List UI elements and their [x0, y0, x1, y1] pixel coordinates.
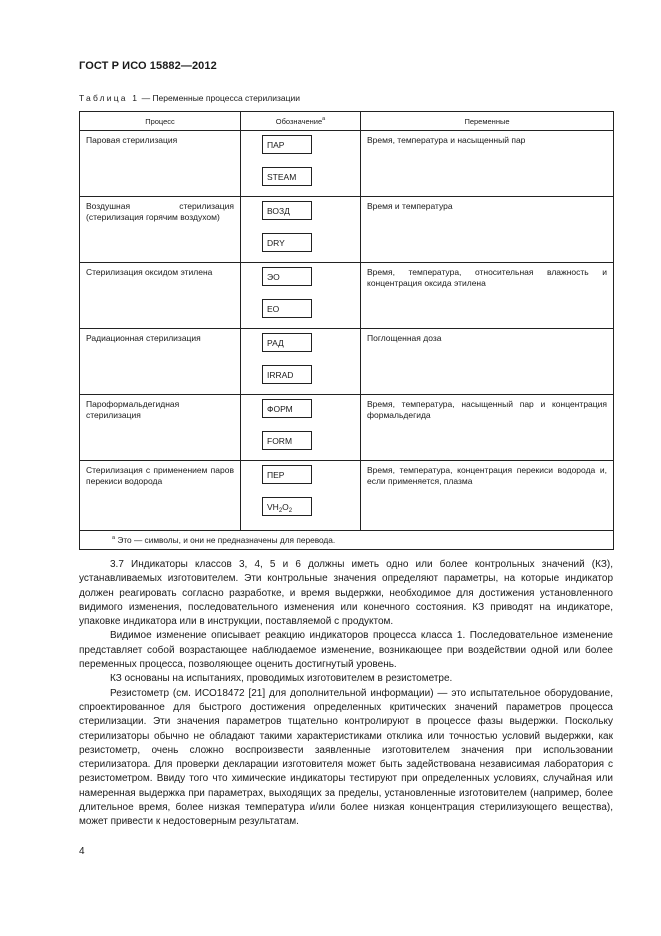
process-cell: Стерилизация оксидом этилена: [80, 263, 241, 329]
formula-part: O: [282, 502, 289, 512]
table-footnote: [80, 531, 614, 550]
variables-cell: Время и температура: [361, 197, 614, 263]
paragraph: Видимое изменение описывает реакцию индикаторов процесса класса 1. Последовательное изменение представляет собой возрастающее наблюдаемое изменение, возникающее при воздействии одной или более переменных процесса, позволяющее оценить достигнутый уровень.: [79, 630, 613, 671]
variables-cell: Время, температура, концентрация перекиси водорода и, если применяется, плазма: [361, 461, 614, 531]
symbol-box-en: FORM: [262, 431, 312, 450]
variables-cell: Время, температура и насыщенный пар: [361, 131, 614, 197]
table-header-row: [80, 112, 614, 131]
paragraph: Резистометр (см. ИСО18472 [21] для дополнительной информации) — это испытательное оборудование, спроектированное для быстрого достижения определенных критических значений параметров процесса стерилизации. Эти значения параметров тщательно контролируют в процессе фазы выдержки. Поскольку стерилизаторы обычно не обладают такими характеристиками отклика или точностью условий выдержки, как резистометр, очень сложно воспроизвести заявленные изготовителем значения при использовании стерилизатора. Для проверки декларации изготовителя может быть задействована независимая лаборатория с резистометром. Ввиду того что химические индикаторы тестируют при определенных условиях, случайная или намеренная выдержка при параметрах, выходящих за пределы, установленные изготовителем (например, более длительное время, более низкая температура и/или более низкая концентрация стерилизующего вещества), может привести к недостоверным результатам.: [79, 687, 613, 828]
process-cell: Радиационная стерилизация: [80, 329, 241, 395]
formula-subscript: 2: [288, 508, 293, 514]
symbol-box-ru: ЭО: [262, 267, 312, 286]
column-header-symbol-text: Обозначение: [275, 116, 323, 126]
process-cell: Воздушная стерилизация (стерилизация горячим воздухом): [80, 197, 241, 263]
column-header-process: Процесс: [80, 112, 241, 131]
symbol-box-en: [262, 497, 312, 516]
formula-subscript: 2: [278, 508, 283, 514]
variables-cell: Поглощенная доза: [361, 329, 614, 395]
table-row: [80, 197, 614, 263]
symbol-cell: [241, 461, 361, 531]
symbol-box-ru: РАД: [262, 333, 312, 352]
symbol-cell: [241, 329, 361, 395]
formula-part: VH: [267, 502, 279, 512]
symbol-box-ru: ПАР: [262, 135, 312, 154]
table-footnote-row: [80, 531, 614, 550]
table-caption-label: Таблица 1: [79, 93, 140, 103]
table-caption: [79, 93, 300, 103]
table-caption-text: — Переменные процесса стерилизации: [139, 93, 300, 103]
process-cell: Пароформальдегидная стерилизация: [80, 395, 241, 461]
symbol-box-en: EO: [262, 299, 312, 318]
footnote-mark: a: [112, 534, 116, 541]
paragraph: КЗ основаны на испытаниях, проводимых изготовителем в резистометре.: [110, 673, 453, 685]
process-cell: Паровая стерилизация: [80, 131, 241, 197]
symbol-cell: [241, 131, 361, 197]
variables-cell: Время, температура, насыщенный пар и концентрация формальдегида: [361, 395, 614, 461]
symbol-cell: [241, 395, 361, 461]
footnote-mark: a: [322, 115, 326, 122]
process-cell: Стерилизация с применением паров перекиси водорода: [80, 461, 241, 531]
sterilization-variables-table: [79, 111, 614, 550]
symbol-box-en: STEAM: [262, 167, 312, 186]
page-number: 4: [79, 846, 85, 857]
symbol-box-en: DRY: [262, 233, 312, 252]
paragraph: 3.7 Индикаторы классов 3, 4, 5 и 6 должны иметь одно или более контрольных значений (КЗ), устанавливаемых изготовителем. Эти контрольные значения определяют параметры, на которые индикатор должен реагировать согласно разработке, и время выдержки, необходимое для достижения установленного видимого изменения, последовательного изменения или конечного состояния. КЗ приводят на индикаторе, упаковке индикатора или в инструкции, поставляемой с продуктом.: [79, 559, 613, 628]
table-row: [80, 131, 614, 197]
table-row: [80, 263, 614, 329]
symbol-box-en: IRRAD: [262, 365, 312, 384]
symbol-box-ru: ВОЗД: [262, 201, 312, 220]
document-code: ГОСТ Р ИСО 15882—2012: [79, 60, 217, 72]
variables-cell: Время, температура, относительная влажность и концентрация оксида этилена: [361, 263, 614, 329]
symbol-cell: [241, 263, 361, 329]
column-header-variables: Переменные: [361, 112, 614, 131]
symbol-box-ru: ПЕР: [262, 465, 312, 484]
table-row: [80, 329, 614, 395]
symbol-box-ru: ФОРМ: [262, 399, 312, 418]
symbol-cell: [241, 197, 361, 263]
table-row: [80, 395, 614, 461]
body-text: [79, 558, 613, 830]
footnote-text: Это — символы, и они не предназначены для перевода.: [115, 534, 336, 545]
column-header-symbol: [241, 112, 361, 131]
table-row: [80, 461, 614, 531]
